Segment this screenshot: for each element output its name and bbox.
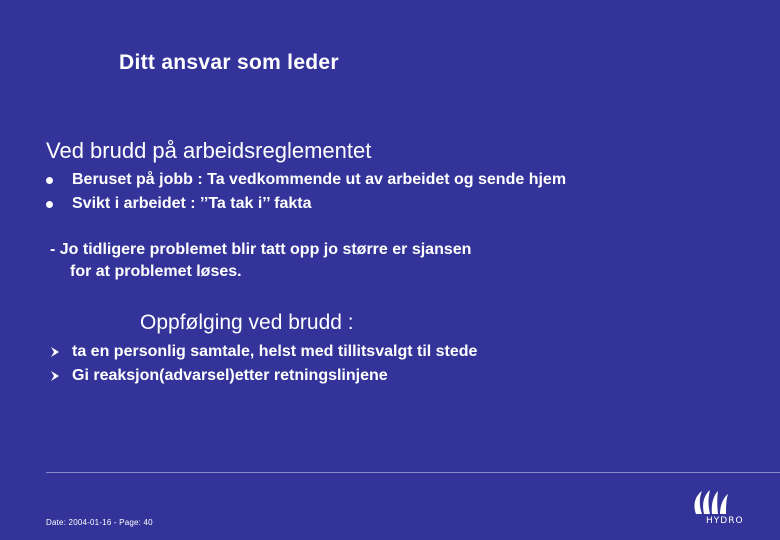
- note-line-1: - Jo tidligere problemet blir tatt opp jo større er sjansen: [50, 241, 472, 258]
- footer-divider: [46, 472, 780, 473]
- bullet-text: Svikt i arbeidet : ’’Ta tak i’’ fakta: [72, 195, 312, 212]
- list-item: [50, 340, 477, 364]
- note-block: [50, 239, 471, 283]
- followup-heading: Oppfølging ved brudd :: [140, 311, 354, 334]
- arrowhead-icon: [50, 346, 60, 358]
- list-item: [50, 364, 477, 388]
- list-item: [46, 192, 566, 216]
- list-item: [46, 168, 566, 192]
- note-line-2: for at problemet løses.: [70, 263, 242, 280]
- bullet-text: Beruset på jobb : Ta vedkommende ut av arbeidet og sende hjem: [72, 171, 567, 188]
- followup-list: [50, 340, 477, 388]
- followup-text: ta en personlig samtale, helst med tillitsvalgt til stede: [72, 343, 478, 360]
- bullet-list: [46, 168, 566, 216]
- section-heading: Ved brudd på arbeidsreglementet: [46, 138, 372, 163]
- followup-text: Gi reaksjon(advarsel)etter retningslinjene: [72, 367, 388, 384]
- arrowhead-icon: [50, 370, 60, 382]
- hydro-logo-icon: [690, 488, 738, 534]
- bullet-icon: [46, 177, 53, 184]
- logo-wordmark: HYDRO: [706, 516, 744, 526]
- footer-date-page: Date: 2004-01-16 - Page: 40: [46, 518, 153, 527]
- bullet-icon: [46, 201, 53, 208]
- slide-title: Ditt ansvar som leder: [119, 51, 339, 74]
